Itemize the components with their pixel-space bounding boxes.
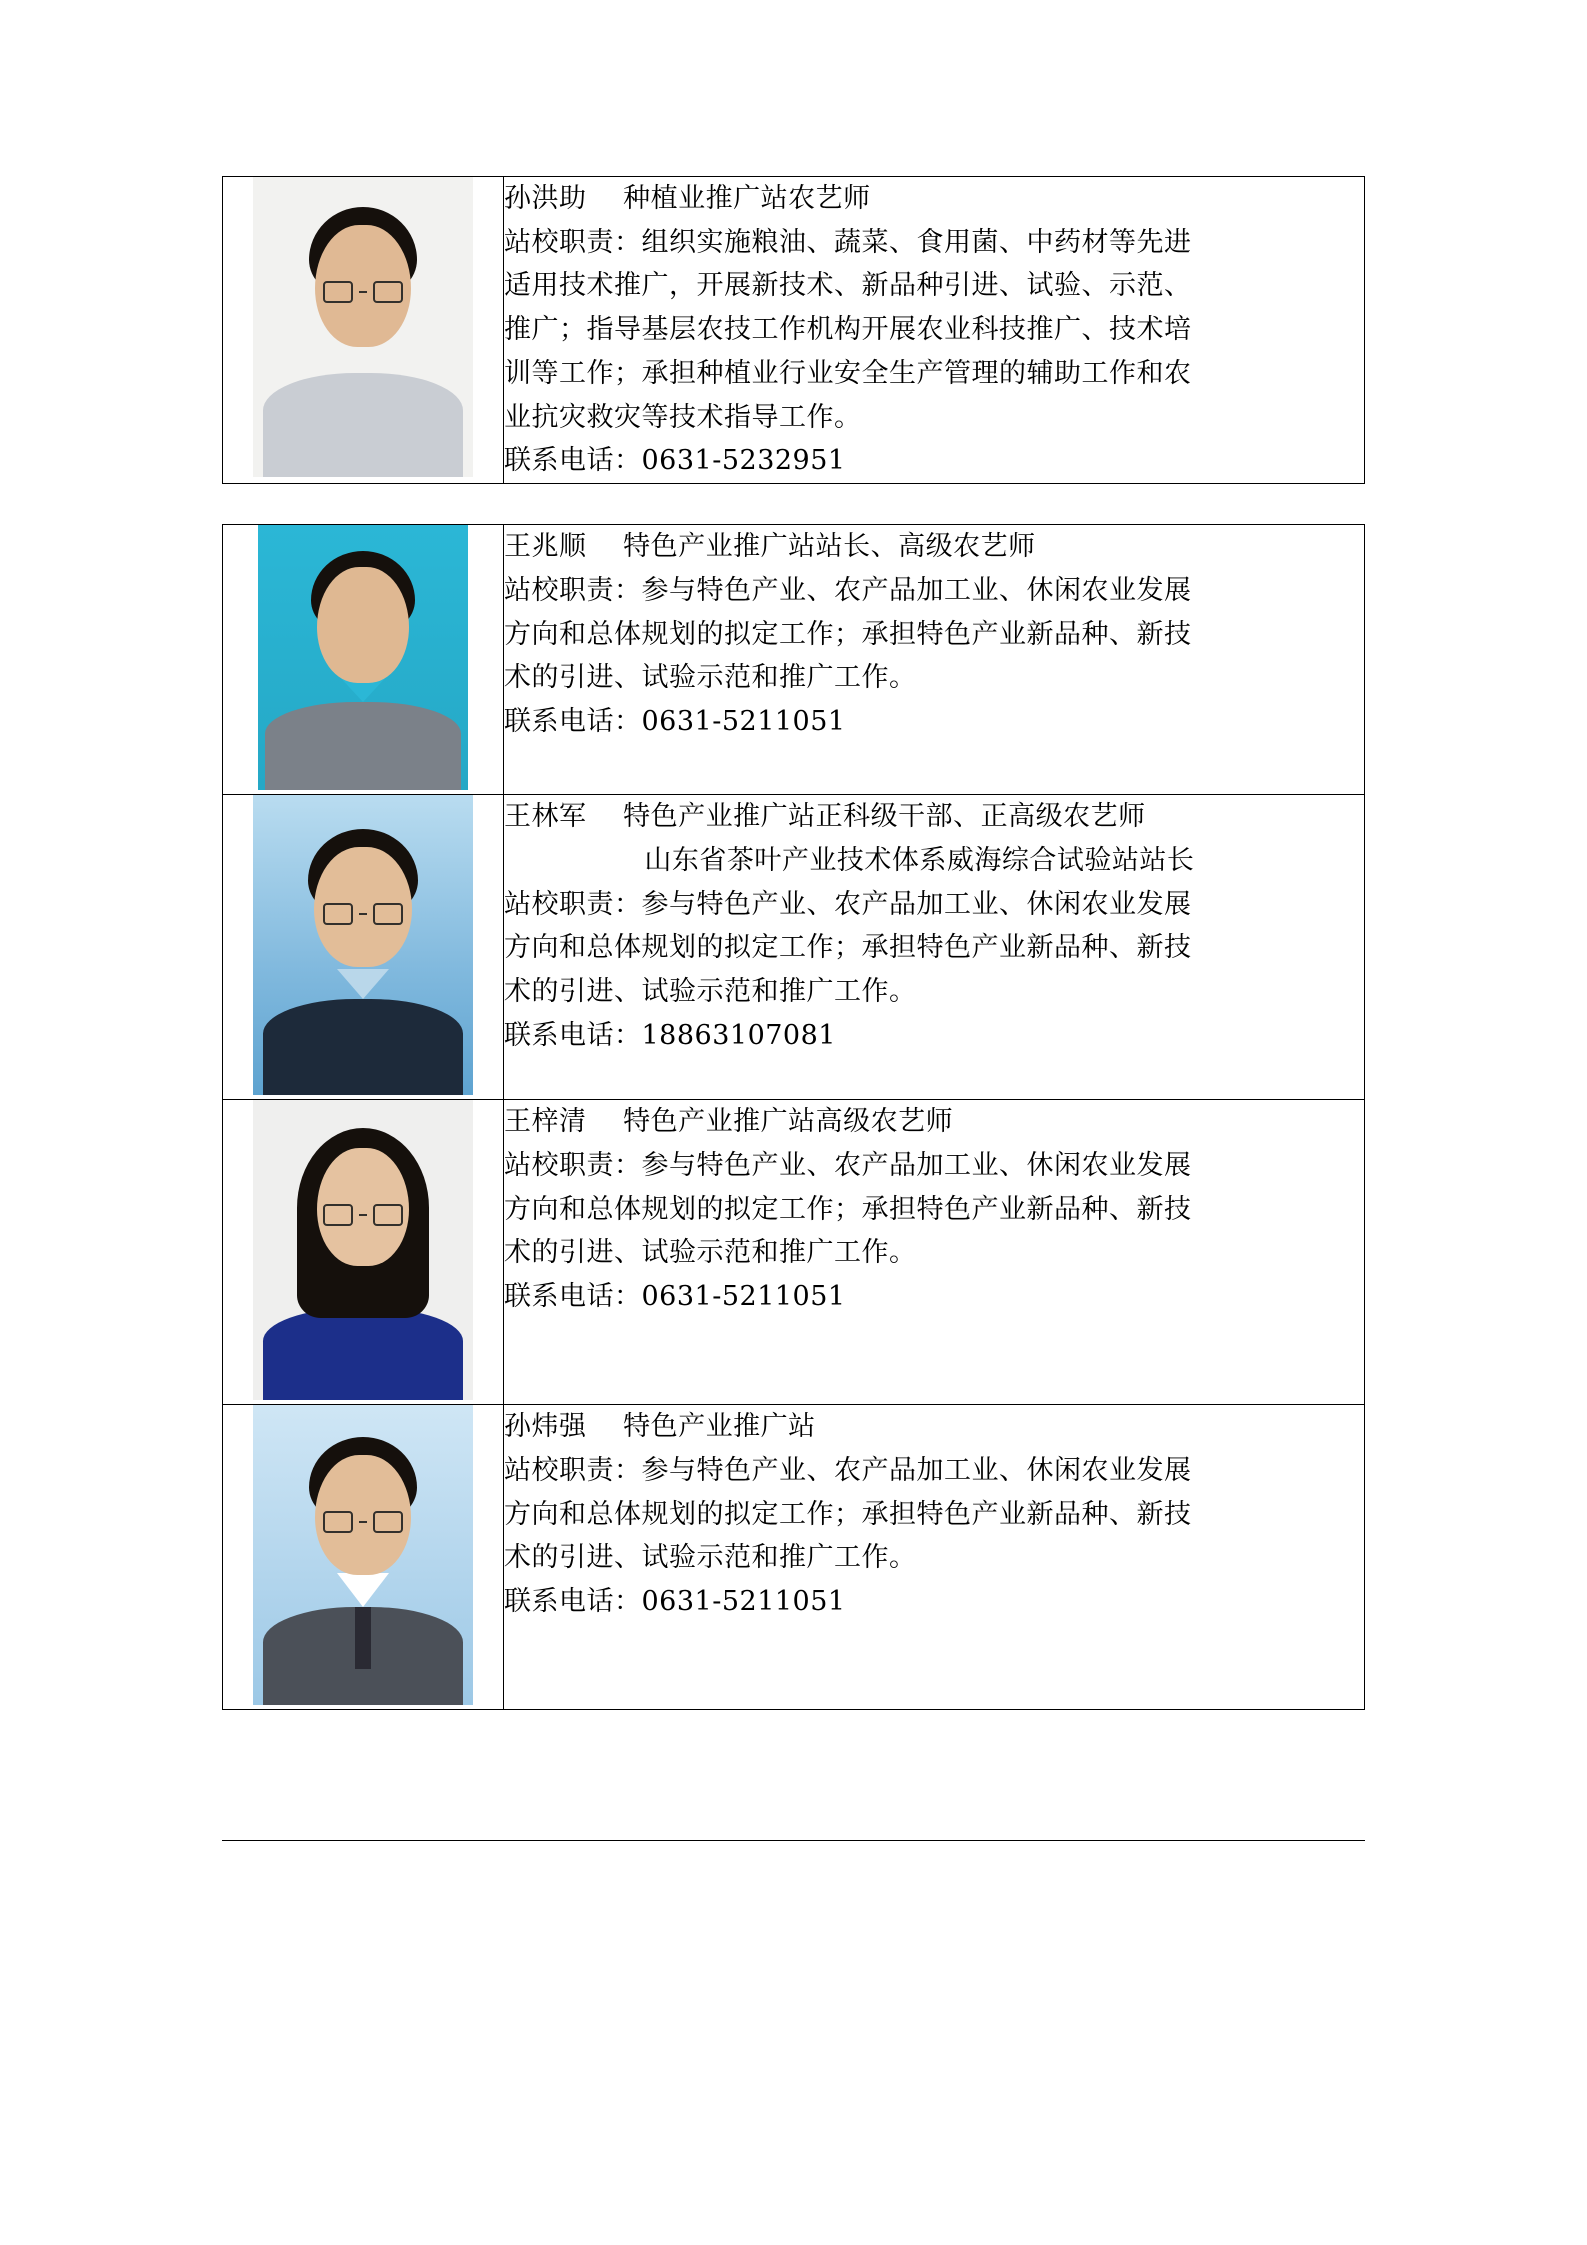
- duty-line: 方向和总体规划的拟定工作；承担特色产业新品种、新技: [504, 1193, 1192, 1225]
- duty-line: 站校职责：参与特色产业、农产品加工业、休闲农业发展: [504, 574, 1192, 606]
- entry-header: 孙炜强 特色产业推广站: [504, 1411, 816, 1443]
- table-row: [223, 1405, 1365, 1710]
- duty-line: 术的引进、试验示范和推广工作。: [504, 662, 917, 694]
- info-cell: [504, 1405, 1365, 1710]
- duty-line: 站校职责：参与特色产业、农产品加工业、休闲农业发展: [504, 1454, 1192, 1486]
- staff-table-section-1: [222, 176, 1365, 484]
- duty-line: 适用技术推广，开展新技术、新品种引进、试验、示范、: [504, 270, 1192, 302]
- entry-header-secondary: 山东省茶叶产业技术体系威海综合试验站站长: [644, 844, 1195, 876]
- duty-line: 术的引进、试验示范和推广工作。: [504, 1542, 917, 1574]
- duty-line: 站校职责：组织实施粮油、蔬菜、食用菌、中药材等先进: [504, 226, 1192, 258]
- info-cell: [504, 525, 1365, 795]
- table-row: [223, 525, 1365, 795]
- table-row: [223, 795, 1365, 1100]
- entry-header: 王梓清 特色产业推广站高级农艺师: [504, 1106, 954, 1138]
- photo-cell: [223, 177, 504, 484]
- document-content: [222, 176, 1365, 1710]
- duty-line: 站校职责：参与特色产业、农产品加工业、休闲农业发展: [504, 1149, 1192, 1181]
- portrait-photo: [253, 1405, 473, 1705]
- entry-header: 王兆顺 特色产业推广站站长、高级农艺师: [504, 531, 1036, 563]
- duty-line: 术的引进、试验示范和推广工作。: [504, 1237, 917, 1269]
- portrait-photo: [253, 1100, 473, 1400]
- photo-cell: [223, 795, 504, 1100]
- photo-cell: [223, 1405, 504, 1710]
- portrait-photo: [253, 795, 473, 1095]
- section-gap: [222, 484, 1365, 524]
- info-cell: [504, 177, 1365, 484]
- contact-line: 联系电话：0631-5211051: [504, 1586, 846, 1618]
- info-cell: [504, 1100, 1365, 1405]
- table-row: [223, 177, 1365, 484]
- photo-cell: [223, 525, 504, 795]
- duty-line: 术的引进、试验示范和推广工作。: [504, 976, 917, 1008]
- duty-line: 业抗灾救灾等技术指导工作。: [504, 401, 862, 433]
- entry-header: 孙洪助 种植业推广站农艺师: [504, 183, 871, 214]
- duty-line: 推广；指导基层农技工作机构开展农业科技推广、技术培: [504, 314, 1192, 346]
- footer-divider: [222, 1840, 1365, 1841]
- duty-line: 方向和总体规划的拟定工作；承担特色产业新品种、新技: [504, 932, 1192, 964]
- contact-line: 联系电话：0631-5232951: [504, 445, 846, 477]
- duty-line: 站校职责：参与特色产业、农产品加工业、休闲农业发展: [504, 888, 1192, 920]
- entry-header: 王林军 特色产业推广站正科级干部、正高级农艺师: [504, 801, 1146, 833]
- contact-line: 联系电话：0631-5211051: [504, 1281, 846, 1313]
- table-row: [223, 1100, 1365, 1405]
- duty-line: 方向和总体规划的拟定工作；承担特色产业新品种、新技: [504, 618, 1192, 650]
- contact-line: 联系电话：18863107081: [504, 1019, 836, 1051]
- staff-table-section-2: [222, 524, 1365, 1710]
- duty-line: 方向和总体规划的拟定工作；承担特色产业新品种、新技: [504, 1498, 1192, 1530]
- info-cell: [504, 795, 1365, 1100]
- contact-line: 联系电话：0631-5211051: [504, 706, 846, 738]
- portrait-photo: [258, 525, 468, 790]
- portrait-photo: [253, 177, 473, 477]
- duty-line: 训等工作；承担种植业行业安全生产管理的辅助工作和农: [504, 357, 1192, 389]
- photo-cell: [223, 1100, 504, 1405]
